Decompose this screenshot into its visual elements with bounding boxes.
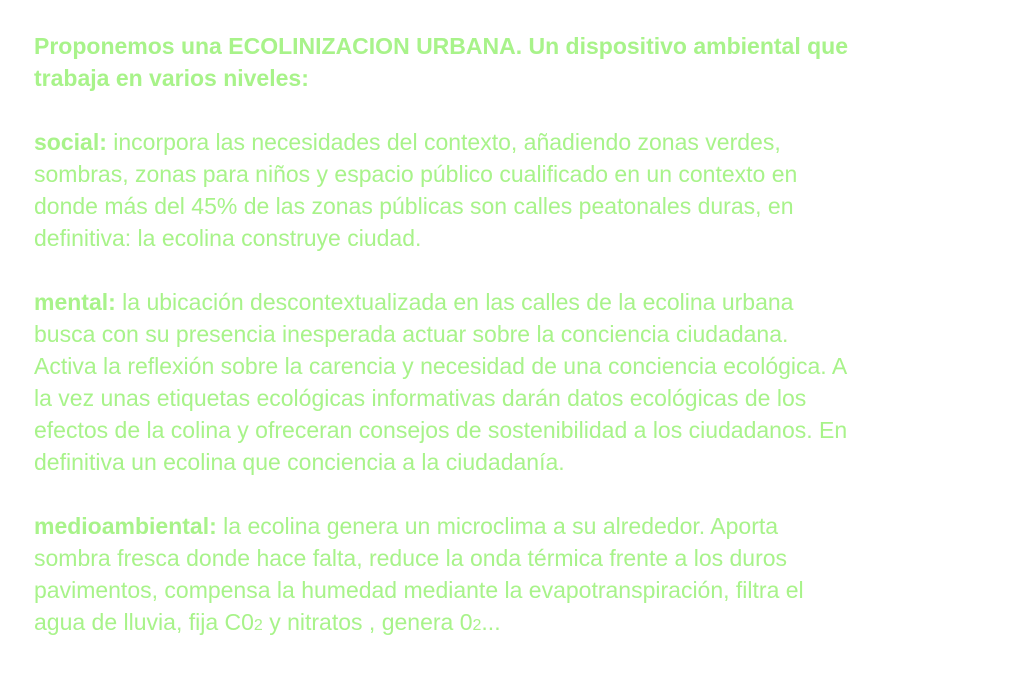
medioambiental-line-4c: ...	[481, 609, 501, 635]
social-paragraph	[34, 126, 1014, 254]
mental-term: mental:	[34, 289, 116, 315]
mental-line-4: la vez unas etiquetas ecológicas informativas darán datos ecológicas de los	[34, 385, 807, 411]
medioambiental-paragraph	[34, 510, 1014, 642]
social-term: social:	[34, 129, 107, 155]
social-line-1: incorpora las necesidades del contexto, añadiendo zonas verdes,	[106, 129, 781, 155]
o2-subscript: 2	[472, 617, 482, 634]
document-body	[34, 30, 1014, 674]
medioambiental-line-4b: y nitratos , genera 0	[262, 609, 473, 635]
medioambiental-line-4a: agua de lluvia, fija C0	[34, 609, 254, 635]
medioambiental-line-1: la ecolina genera un microclima a su alrededor. Aporta	[216, 513, 779, 539]
co2-subscript: 2	[253, 617, 263, 634]
mental-line-6: definitiva un ecolina que conciencia a la ciudadanía.	[34, 449, 565, 475]
social-line-3: donde más del 45% de las zonas públicas son calles peatonales duras, en	[34, 193, 794, 219]
mental-paragraph	[34, 286, 1014, 478]
intro-line-1: Proponemos una ECOLINIZACION URBANA. Un dispositivo ambiental que	[34, 33, 848, 59]
medioambiental-term: medioambiental:	[34, 513, 217, 539]
social-line-4: definitiva: la ecolina construye ciudad.	[34, 225, 422, 251]
mental-line-5: efectos de la colina y ofreceran consejos de sostenibilidad a los ciudadanos. En	[34, 417, 848, 443]
medioambiental-line-3: pavimentos, compensa la humedad mediante la evapotranspiración, filtra el	[34, 577, 804, 603]
intro-line-2: trabaja en varios niveles:	[34, 65, 309, 91]
social-line-2: sombras, zonas para niños y espacio público cualificado en un contexto en	[34, 161, 798, 187]
mental-line-3: Activa la reflexión sobre la carencia y necesidad de una conciencia ecológica. A	[34, 353, 848, 379]
mental-line-1: la ubicación descontextualizada en las calles de la ecolina urbana	[115, 289, 794, 315]
mental-line-2: busca con su presencia inesperada actuar sobre la conciencia ciudadana.	[34, 321, 789, 347]
intro-paragraph	[34, 30, 1014, 94]
medioambiental-line-2: sombra fresca donde hace falta, reduce la onda térmica frente a los duros	[34, 545, 788, 571]
